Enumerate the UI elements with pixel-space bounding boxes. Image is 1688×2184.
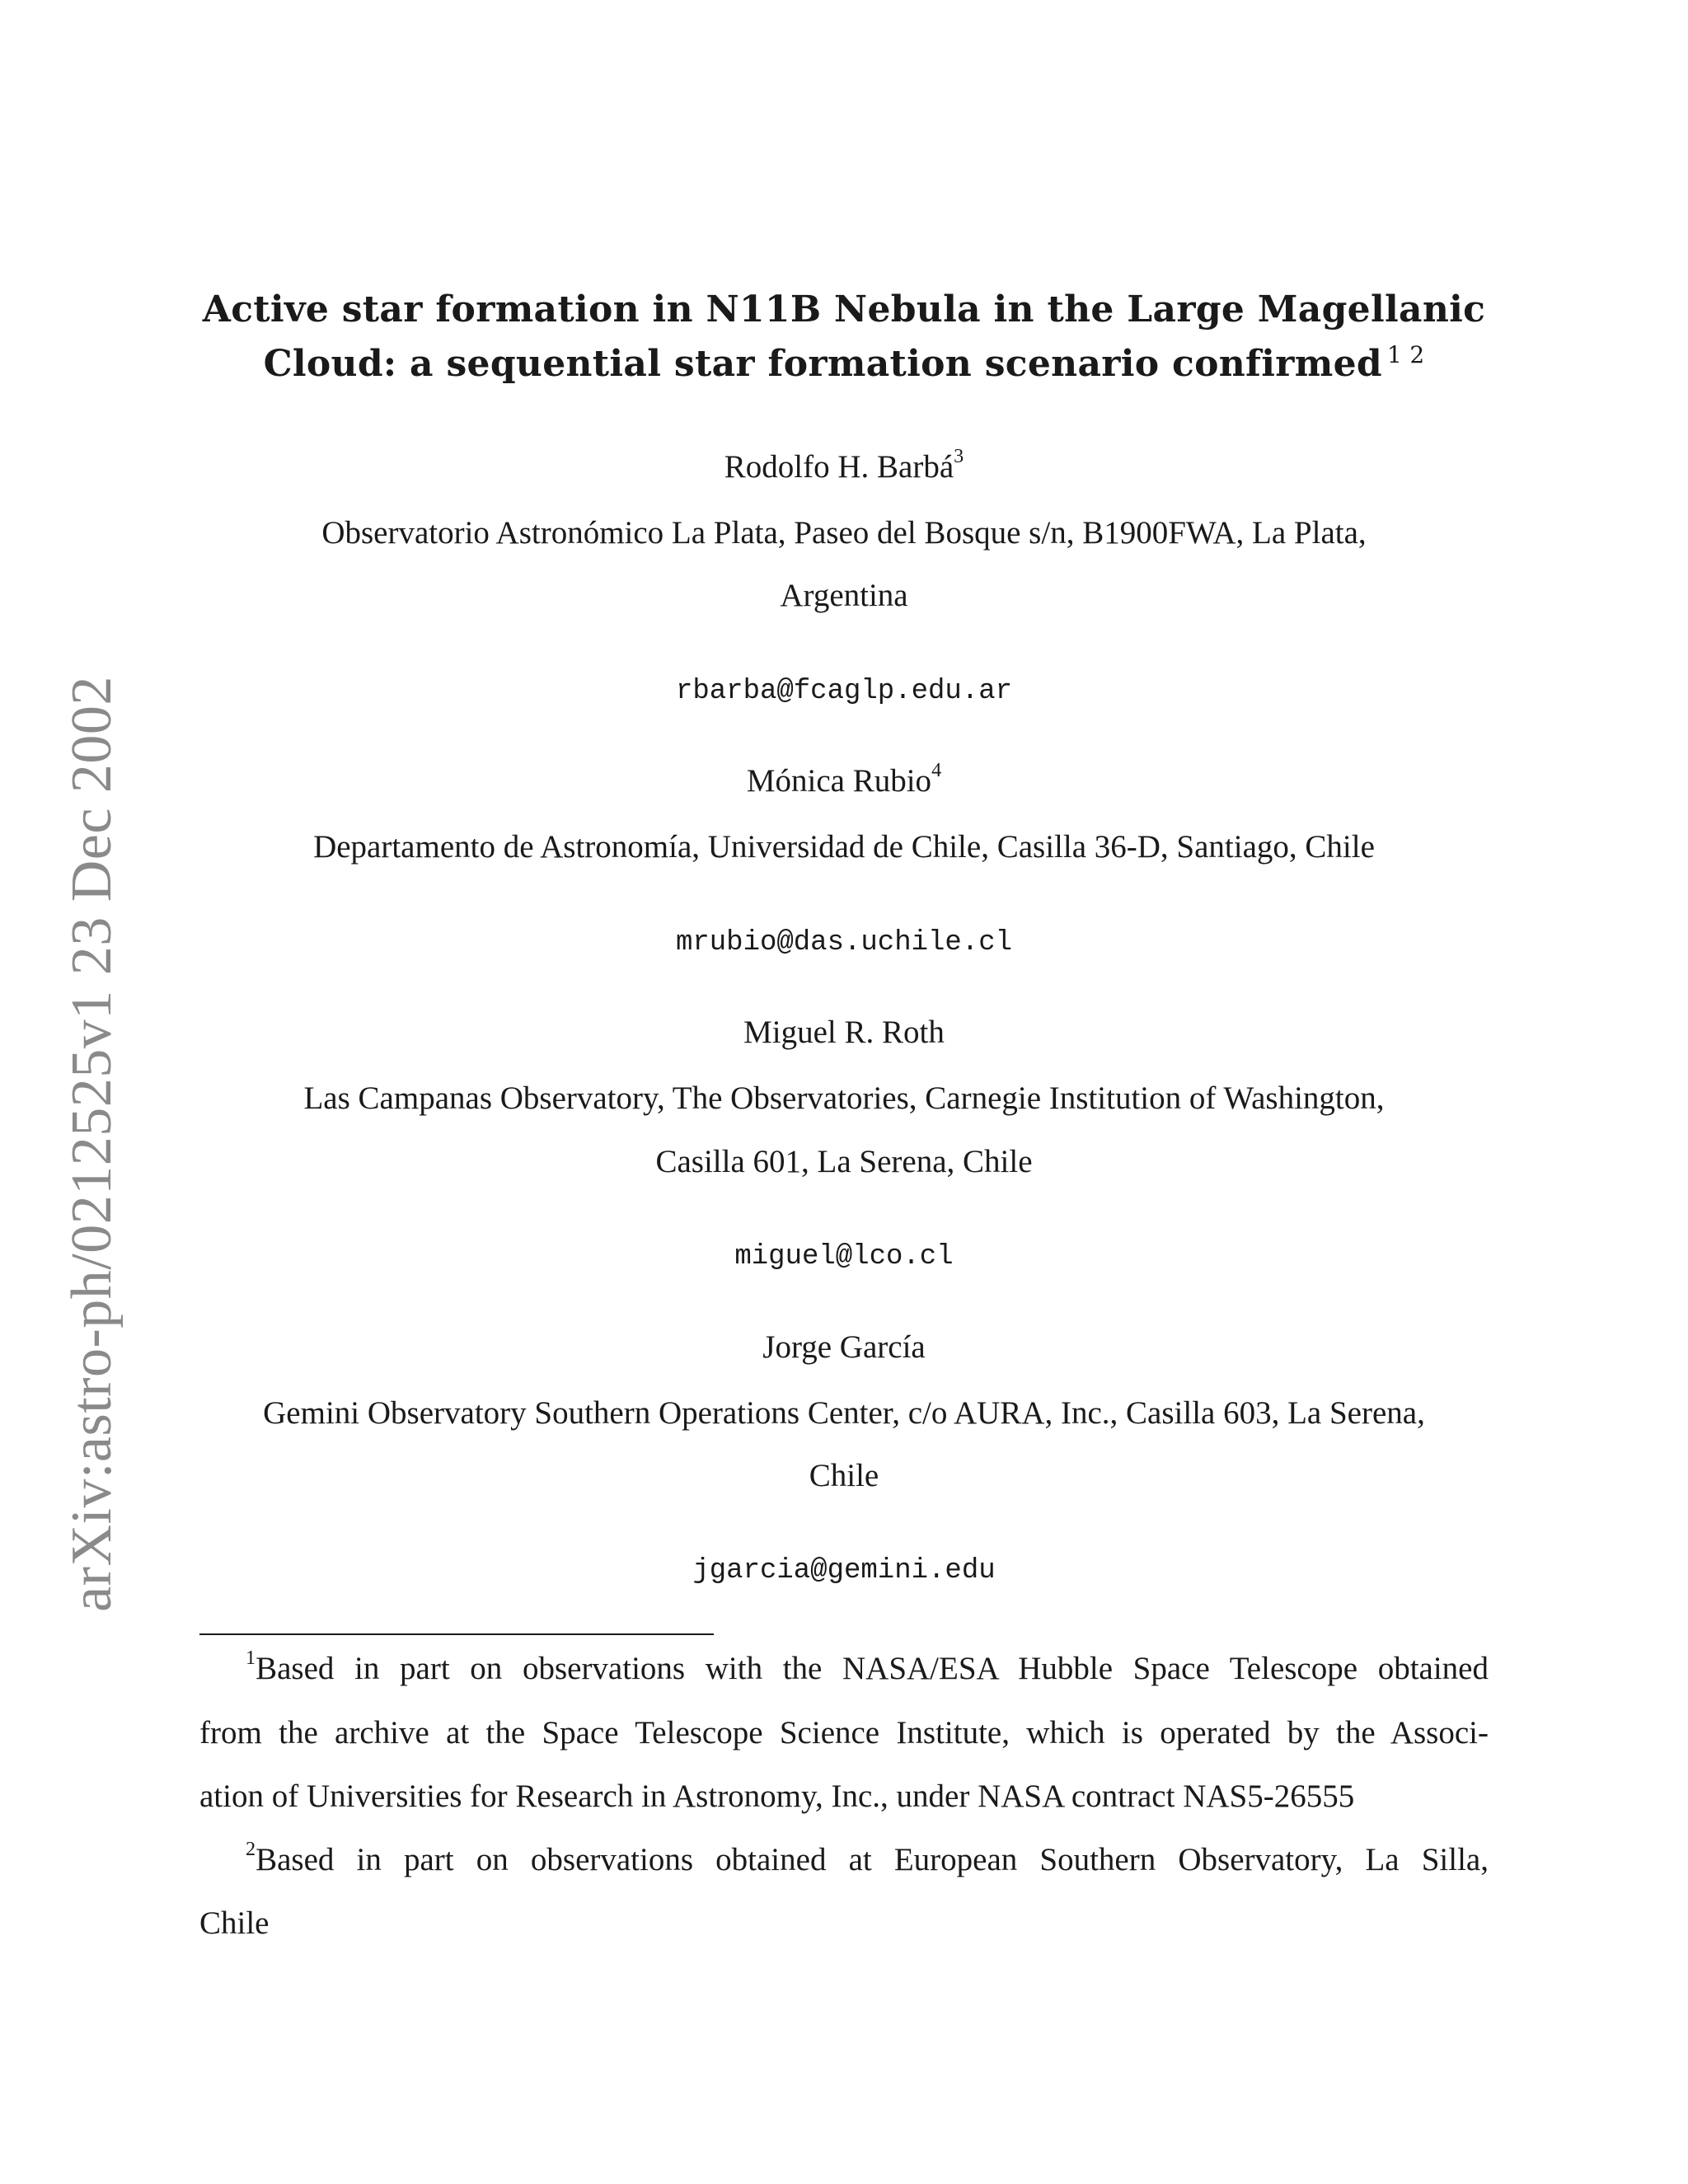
author-1 (0, 444, 1688, 485)
footnote-1-text-1: Based in part on observations with the NASA/ESA Hubble Space Telescope obtained (256, 1651, 1489, 1686)
author-1-name: Rodolfo H. Barbá (724, 449, 954, 485)
footnote-2-text-1: Based in part on observations obtained at European Southern Observatory, La Silla, (256, 1842, 1489, 1877)
author-4-name: Jorge García (762, 1329, 926, 1365)
author-1-footnote-mark: 3 (954, 444, 964, 467)
title-line-1: Active star formation in N11B Nebula in the Large Magellanic (202, 288, 1486, 330)
author-3-affiliation-line-1: Las Campanas Observatory, The Observatories, Carnegie Institution of Washington, (303, 1080, 1385, 1116)
footnote-1-mark: 1 (246, 1646, 256, 1669)
arxiv-identifier-stamp: arXiv:astro-ph/0212525v1 23 Dec 2002 (60, 676, 124, 1612)
footnote-2-line-2: Chile (199, 1905, 270, 1941)
footnote-1-line-1 (246, 1646, 1489, 1687)
author-2 (0, 758, 1688, 799)
title-footnote-marks: 1 2 (1387, 341, 1425, 368)
footnote-1-line-2: from the archive at the Space Telescope Science Institute, which is operated by the Associ- (199, 1715, 1489, 1750)
author-1-affiliation-line-2: Argentina (780, 578, 908, 613)
author-2-email[interactable]: mrubio@das.uchile.cl (675, 927, 1013, 958)
footnote-1-line-3: ation of Universities for Research in Astronomy, Inc., under NASA contract NAS5-26555 (199, 1779, 1355, 1814)
author-4-affiliation-line-1: Gemini Observatory Southern Operations Center, c/o AURA, Inc., Casilla 603, La Serena, (263, 1395, 1425, 1431)
author-4-affiliation-line-2: Chile (809, 1458, 879, 1493)
author-2-affiliation-line-1: Departamento de Astronomía, Universidad de Chile, Casilla 36-D, Santiago, Chile (313, 829, 1375, 865)
title-line-2-wrapper (0, 341, 1688, 385)
footnote-2-mark: 2 (246, 1837, 256, 1860)
author-1-email[interactable]: rbarba@fcaglp.edu.ar (675, 676, 1013, 707)
author-2-name: Mónica Rubio (746, 763, 932, 799)
author-2-footnote-mark: 4 (931, 758, 942, 781)
author-1-affiliation-line-1: Observatorio Astronómico La Plata, Paseo del Bosque s/n, B1900FWA, La Plata, (321, 515, 1367, 551)
author-3-affiliation-line-2: Casilla 601, La Serena, Chile (655, 1144, 1033, 1179)
title-line-2: Cloud: a sequential star formation scenario confirmed (263, 343, 1382, 385)
footnote-separator-rule (199, 1633, 714, 1635)
footnote-2-line-1 (246, 1837, 1489, 1878)
author-3-name: Miguel R. Roth (743, 1015, 945, 1050)
author-4-email[interactable]: jgarcia@gemini.edu (692, 1555, 996, 1586)
author-3-email[interactable]: miguel@lco.cl (734, 1241, 954, 1272)
